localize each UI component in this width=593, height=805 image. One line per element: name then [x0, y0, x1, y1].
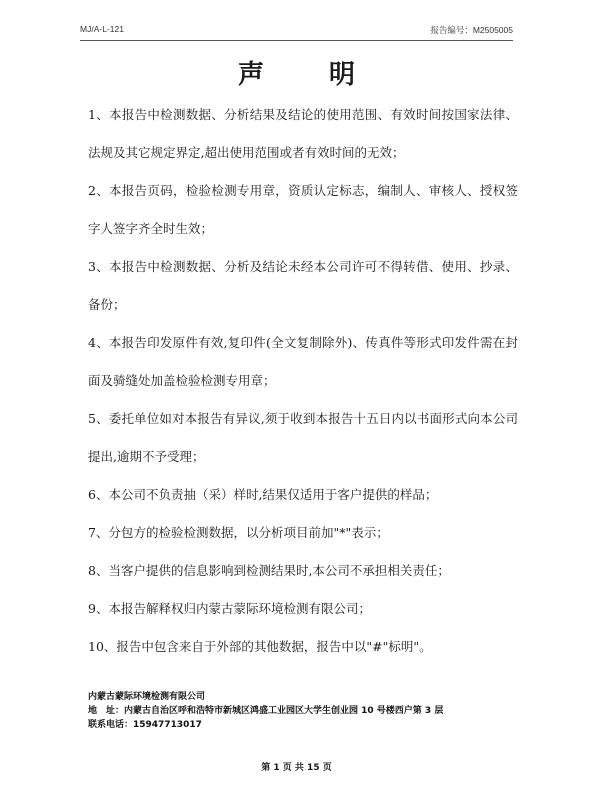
statement-clause-9: 9、本报告解释权归内蒙古蒙际环境检测有限公司；: [88, 601, 371, 616]
company-phone: 联系电话：15947713017: [88, 720, 202, 730]
statement-clause-4: 4、本报告印发原件有效,复印件(全文复制除外)、传真件等形式印发件需在封面及骑缝处加盖检验检测专用章；: [88, 335, 518, 388]
page-title: 声 明: [237, 60, 384, 90]
statement-clause-8: 8、当客户提供的信息影响到检测结果时,本公司不承担相关责任；: [88, 563, 450, 578]
company-info: [88, 690, 443, 732]
report-number: 报告编号：M2505005: [430, 25, 513, 35]
page-number: 第 1 页 共 15 页: [261, 763, 332, 773]
page-header: [80, 24, 513, 41]
statement-clause-7: 7、分包方的检验检测数据，以分析项目前加"*"表示；: [88, 525, 389, 540]
statement-clause-10: 10、报告中包含来自于外部的其他数据，报告中以"#"标明"。: [88, 639, 432, 654]
statement-list: [88, 96, 518, 666]
statement-clause-5: 5、委托单位如对本报告有异议,须于收到本报告十五日内以书面形式向本公司提出,逾期不予受理；: [88, 411, 518, 464]
statement-clause-6: 6、本公司不负责抽（采）样时,结果仅适用于客户提供的样品；: [88, 487, 438, 502]
statement-clause-1: 1、本报告中检测数据、分析结果及结论的使用范围、有效时间按国家法律、法规及其它规定界定,超出使用范围或者有效时间的无效；: [88, 107, 518, 160]
doc-code: MJ/A-L-121: [80, 24, 124, 34]
company-name: 内蒙古蒙际环境检测有限公司: [88, 692, 206, 702]
statement-clause-3: 3、本报告中检测数据、分析及结论未经本公司许可不得转借、使用、抄录、备份；: [88, 259, 518, 312]
statement-clause-2: 2、本报告页码，检验检测专用章，资质认定标志，编制人、审核人、授权签字人签字齐全时生效；: [88, 183, 518, 236]
company-address: 地 址：内蒙古自治区呼和浩特市新城区鸿盛工业园区大学生创业园 10 号楼西户第 3 层: [88, 706, 444, 716]
